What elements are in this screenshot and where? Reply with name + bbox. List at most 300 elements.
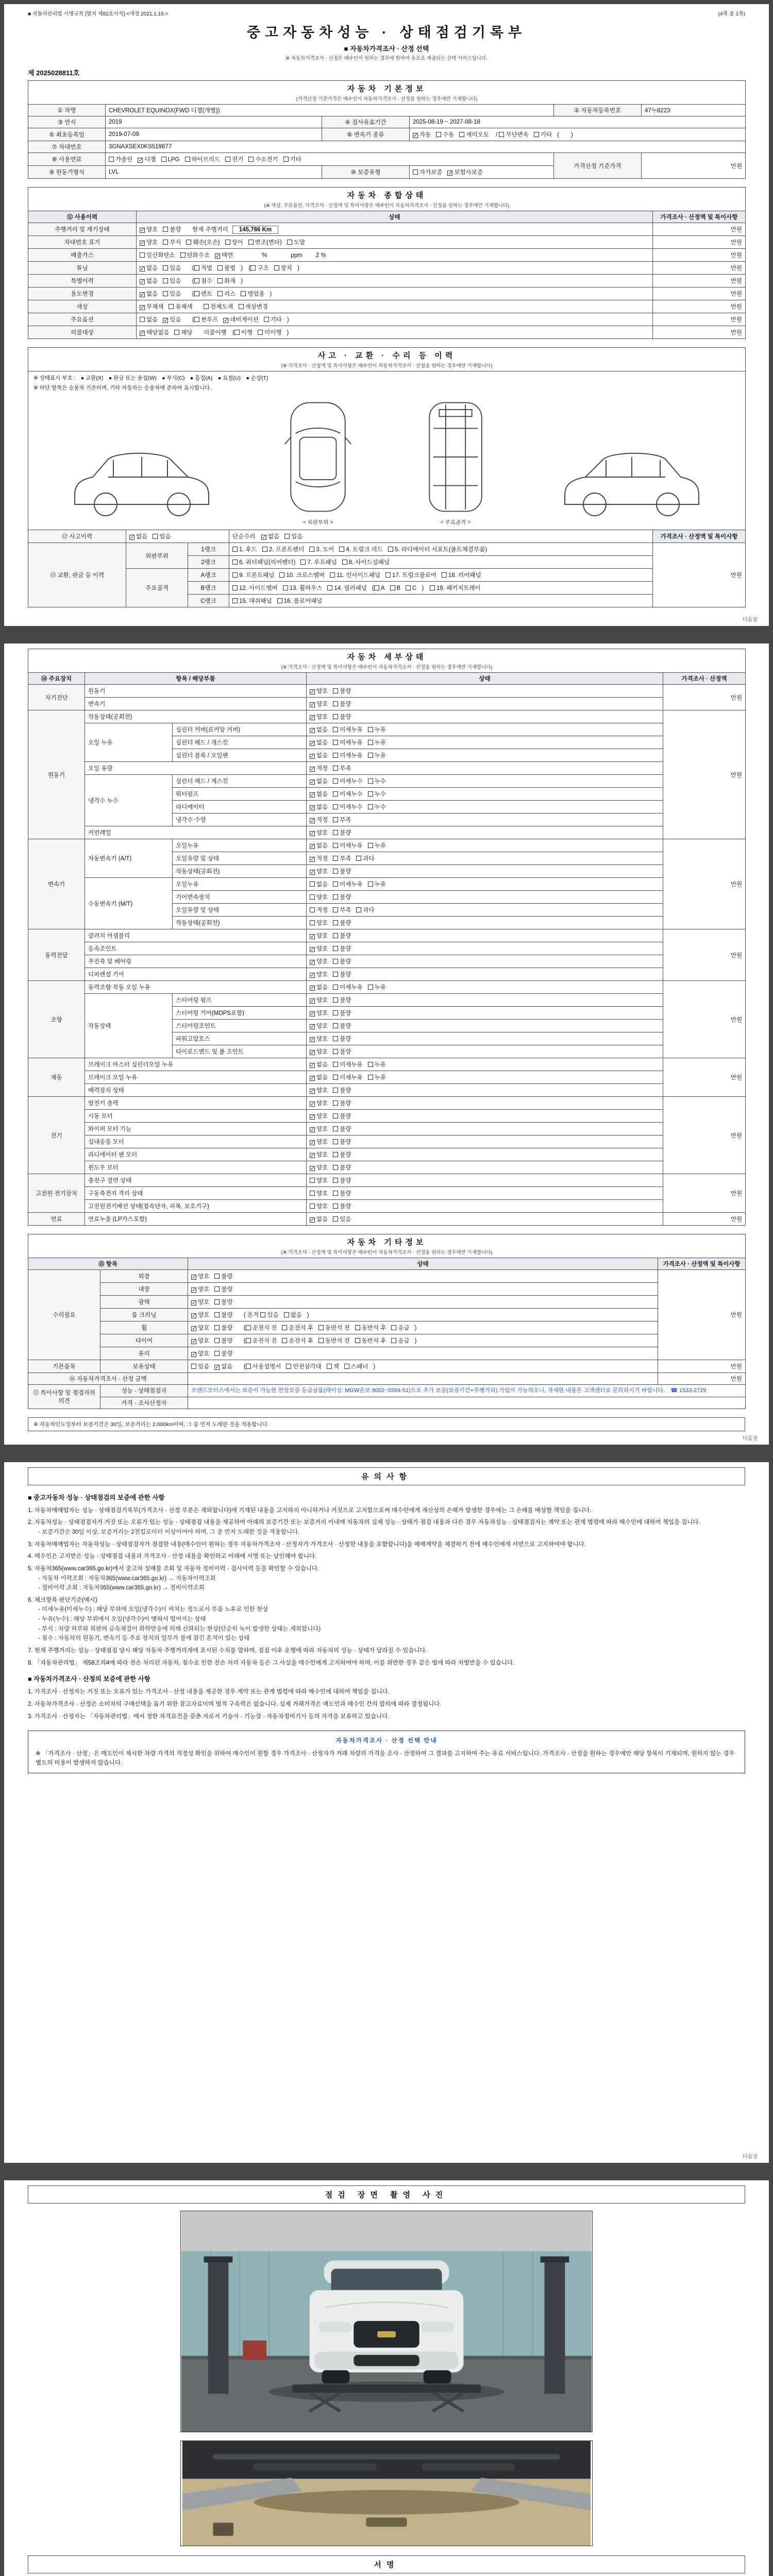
text: 2랭크: [201, 560, 216, 566]
checkbox-icon: [194, 278, 199, 283]
diagram-underbody-group: [417, 398, 494, 526]
checkbox-unchecked: [248, 155, 278, 163]
checkbox-unchecked: [333, 1202, 351, 1210]
checkbox-checked: [310, 1163, 328, 1172]
checkbox-label: 기타: [540, 132, 552, 138]
checkbox-checked: [140, 302, 163, 311]
checkbox-label: 운전석 후: [289, 1325, 314, 1331]
form-cell: [28, 128, 106, 141]
notice-item: [28, 1712, 745, 1722]
checkbox-unchecked: [333, 751, 362, 759]
form-cell: [85, 1097, 307, 1110]
checkbox-icon: [214, 1325, 220, 1330]
form-cell: [85, 1071, 307, 1084]
form-cell: [173, 736, 307, 749]
text: ): [241, 278, 243, 284]
checkbox-icon: [368, 843, 373, 848]
checkbox-label: 있음: [170, 265, 181, 272]
form-cell: [173, 852, 307, 865]
text: 만원: [730, 278, 743, 284]
checkbox-label: 불량: [340, 1204, 351, 1210]
checkbox-label: 이행: [241, 330, 253, 336]
text: 용도변경: [71, 291, 94, 297]
checkbox-icon: [333, 1204, 338, 1209]
checkbox-checked: [310, 1138, 328, 1146]
checkbox-label: 미세누수: [340, 791, 363, 798]
checkbox-label: 없음: [316, 1062, 328, 1068]
checkbox-unchecked: [246, 1362, 281, 1370]
checkbox-checked: [310, 841, 328, 850]
first-registration-date: [106, 128, 322, 141]
form-cell: [28, 981, 85, 1058]
checkbox-icon: [368, 727, 373, 732]
form-cell: [28, 211, 137, 223]
checkbox-icon: [388, 547, 393, 552]
checkbox-label: 잭: [333, 1364, 339, 1370]
checkbox-unchecked: [390, 585, 401, 591]
checkbox-icon: [333, 1100, 338, 1106]
checkbox-unchecked: [214, 1349, 232, 1358]
checkbox-checked-icon: ✓: [224, 317, 229, 324]
form-cell: [307, 710, 663, 723]
checkbox-label: 불량: [221, 1312, 233, 1318]
text: ⑩ 보증유형: [350, 170, 381, 176]
text: 만원: [730, 330, 743, 336]
text: ): [373, 1364, 376, 1370]
text: ): [287, 317, 289, 323]
checkbox-checked-icon: ✓: [448, 170, 453, 176]
checkbox-icon: [333, 985, 338, 990]
checkbox-label: C: [412, 585, 417, 591]
checkbox-checked: [140, 277, 158, 285]
checkbox-label: 부족: [340, 817, 351, 823]
text: 타이어: [135, 1338, 153, 1344]
checkbox-checked: [310, 1125, 328, 1133]
checkbox-unchecked: [333, 803, 362, 811]
checkbox-icon: [333, 778, 338, 784]
form-cell: [28, 326, 137, 339]
checkbox-icon: [333, 804, 338, 809]
table-row: [28, 1097, 746, 1110]
table-row: [28, 1334, 746, 1347]
checkbox-icon: [333, 1010, 338, 1015]
form-cell: [554, 153, 642, 179]
table-row: [28, 1071, 746, 1084]
table-row: [28, 762, 746, 775]
checkbox-icon: [250, 265, 256, 270]
checkbox-unchecked: [217, 264, 236, 272]
text: 오일유량 및 상태: [176, 907, 220, 913]
form-cell: [85, 1110, 307, 1123]
checkbox-icon: [163, 291, 168, 296]
form-cell: [173, 917, 307, 929]
form-cell: [653, 326, 746, 339]
form-cell: [307, 673, 663, 685]
checkbox-checked: [310, 1060, 328, 1069]
form-cell: [188, 1296, 658, 1309]
signature-title: 서명: [28, 2555, 745, 2573]
checkbox-icon: [310, 894, 315, 900]
form-cell: [28, 673, 85, 685]
checkbox-label: 없음: [316, 778, 328, 785]
checkbox-label: 불량: [340, 1049, 351, 1055]
form-cell: [28, 1258, 188, 1270]
checkbox-icon: [333, 882, 338, 887]
form-cell: [28, 105, 106, 116]
text: 색상: [76, 304, 88, 310]
text: 만원: [730, 265, 743, 272]
table-row: [28, 673, 746, 685]
checkbox-icon: [390, 585, 395, 590]
text: 배력장치 상태: [88, 1088, 124, 1094]
form-cell: [653, 300, 746, 313]
checkbox-label: 불량: [340, 1023, 351, 1029]
checkbox-checked-icon: ✓: [310, 959, 315, 965]
text: 스티어링 펌프: [176, 997, 212, 1004]
checkbox-icon: [333, 1113, 338, 1118]
checkbox-label: 수소전기: [255, 157, 278, 163]
checkbox-label: 기타: [290, 157, 301, 163]
checkbox-label: 수동: [443, 132, 455, 138]
checkbox-checked: [310, 854, 328, 862]
checkbox-icon: [309, 547, 314, 552]
table-row: [28, 128, 746, 141]
checkbox-unchecked: [284, 1311, 302, 1319]
text: 만원: [730, 291, 743, 297]
checkbox-icon: [286, 1364, 291, 1369]
checkbox-label: 세미오토: [466, 132, 489, 138]
table-row: [28, 1200, 746, 1213]
checkbox-unchecked: [355, 1324, 386, 1332]
page-3: [4, 1462, 769, 2163]
section-title-etc: [28, 1234, 746, 1258]
notice-item: [28, 1540, 745, 1550]
checkbox-icon: [214, 1351, 220, 1356]
text: ② 자동차등록번호: [574, 108, 621, 114]
text: ): [307, 1312, 309, 1318]
car-diagrams: [31, 393, 742, 528]
form-cell: [307, 929, 663, 942]
form-cell: [137, 326, 653, 339]
checkbox-icon: [391, 1338, 396, 1343]
text: 주요골격: [145, 585, 169, 591]
checkbox-unchecked: [163, 238, 181, 246]
checkbox-icon: [310, 1204, 315, 1209]
checkbox-label: 불량: [340, 1178, 351, 1184]
notice-text: 2. 자동차성능 · 상태점검자가 거짓 또는 오류가 있는 성능 · 상태점검 내용을 제공하여 아래의 보증기간 또는 보증거리 이내에 자동차의 실제 성능 · 상태가 점검 내용과 다른 경우 자동차성능 · 상태점검자는 계약 또는 관계 법령에 따라 매수인에 대하여 책임을 집니다.: [28, 1519, 700, 1526]
checkbox-icon: [333, 920, 338, 925]
checkbox-label: 훼손(오손): [193, 240, 220, 246]
checkbox-unchecked: [310, 1176, 328, 1184]
text: 항목 / 해당부품: [176, 676, 215, 682]
form-cell: [307, 1187, 663, 1200]
checkbox-checked-icon: ✓: [310, 702, 315, 708]
checkbox-label: 있음: [267, 1312, 279, 1318]
checkbox-label: 양호: [316, 1165, 328, 1171]
checkbox-unchecked: [333, 725, 362, 734]
text: 동력전달: [45, 952, 68, 959]
guarantee-note: ※ 자동차인도일부터 보증기간은 30일, 보증거리는 2,000km이며, 그 중 먼저 도래한 것을 적용합니다.: [28, 1417, 745, 1431]
checkbox-icon: [368, 791, 373, 796]
text: 원동기: [88, 688, 106, 694]
checkbox-label: 불량: [340, 920, 351, 926]
table-row: [28, 826, 746, 839]
checkbox-label: 해당: [181, 330, 193, 336]
checkbox-label: 1. 후드: [239, 547, 258, 553]
inspection-validity: [410, 116, 746, 128]
form-cell: [229, 556, 653, 569]
checkbox-icon: [333, 753, 338, 758]
form-cell: [663, 673, 746, 685]
checkbox-icon: [333, 1036, 338, 1041]
checkbox-label: 미이행: [264, 330, 282, 336]
notice-body: [28, 1493, 745, 1722]
checkbox-checked-icon: ✓: [192, 1351, 197, 1358]
checkbox-icon: [368, 1075, 373, 1080]
table-row: [28, 1187, 746, 1200]
section-note-text: (가격산정 기준가격은 매수인이 자동차가격조사 · 산정을 원하는 경우에만 기재합니다): [296, 96, 478, 102]
checkbox-label: 불량: [340, 1165, 351, 1171]
checkbox-icon: [279, 572, 284, 578]
notice-subtext: - 미세누유(미세누수) : 해당 부위에 오일(냉각수)이 비치는 정도로서 부품 노후로 인한 현상: [38, 1606, 268, 1613]
checkbox-label: 불량: [170, 227, 181, 233]
checkbox-checked-icon: ✓: [140, 279, 145, 285]
checkbox-label: 미세누수: [340, 804, 363, 810]
document-number: 제 2025028811호: [28, 69, 80, 77]
text: 만원: [730, 1376, 743, 1382]
section-note-text: (※ 가격조사 · 산정액 및 특이사항은 매수인이 자동차가격조사 · 산정을 원하는 경우에만 기재합니다): [281, 1250, 493, 1256]
checkbox-icon: [310, 1178, 315, 1183]
checkbox-unchecked: [333, 777, 362, 785]
checkbox-unchecked: [258, 328, 281, 336]
checkbox-unchecked: [368, 841, 386, 850]
checkbox-icon: [264, 317, 269, 322]
text: (: [186, 265, 194, 272]
checkbox-label: 없음: [316, 985, 328, 991]
form-cell: [85, 723, 173, 762]
checkbox-checked: [191, 1298, 209, 1306]
text: 만원: [730, 1016, 743, 1023]
form-cell: [173, 1032, 307, 1045]
model-year: [106, 116, 322, 128]
text: 광택: [138, 1299, 150, 1306]
checkbox-label: 가솔린: [115, 157, 133, 163]
checkbox-unchecked: [333, 1112, 351, 1120]
form-cell: [188, 1397, 746, 1409]
inspection-photo-underbody: [180, 2441, 593, 2546]
form-cell: [28, 1097, 85, 1174]
checkbox-checked: [310, 1215, 328, 1223]
checkbox-checked: [310, 1112, 328, 1120]
checkbox-label: 양호: [316, 830, 328, 836]
checkbox-icon: [310, 882, 315, 887]
form-cell: [100, 1321, 188, 1334]
text: 변속기: [88, 701, 106, 707]
checkbox-label: 불량: [340, 701, 351, 707]
form-cell: [322, 116, 410, 128]
form-cell: [28, 1360, 100, 1373]
checkbox-checked-icon: ✓: [310, 869, 315, 875]
checkbox-label: 전체도색: [210, 304, 233, 310]
checkbox-unchecked: [214, 1336, 232, 1345]
checkbox-label: 미세누유: [340, 1062, 363, 1068]
inspection-photo-front: [180, 2211, 593, 2432]
text: 주행거리 및 계기상태: [55, 227, 110, 233]
checkbox-label: 도말: [293, 240, 306, 246]
form-cell: [28, 1270, 100, 1360]
checkbox-checked: [310, 931, 328, 940]
checkbox-label: 양호: [316, 933, 328, 939]
form-cell: [653, 543, 746, 607]
text: 디퍼렌셜 기어: [88, 972, 124, 978]
text: 등속조인트: [88, 946, 117, 952]
checkbox-checked: [447, 168, 483, 176]
checkbox-icon: [333, 1165, 338, 1170]
text: 윈도우 모터: [88, 1165, 119, 1171]
text: ): [287, 330, 289, 336]
checkbox-unchecked: [368, 738, 386, 747]
text: 만원: [730, 1075, 743, 1081]
notice-item: [28, 1700, 745, 1709]
notice-text: 5. 자동차365(www.car365.go.kr)에서 중고차 실매물 조회 및 자동차 정비이력 · 검사이력 등을 확인할 수 있습니다.: [28, 1565, 320, 1572]
form-cell: [554, 105, 642, 116]
diagram-caption-body: < 외판부위 >: [303, 519, 333, 526]
checkbox-checked-icon: ✓: [192, 1300, 197, 1306]
text: 만원: [730, 227, 743, 233]
form-cell: [663, 1174, 746, 1213]
form-cell: [85, 762, 307, 775]
checkbox-checked: [310, 970, 328, 978]
checkbox-checked: [310, 996, 328, 1004]
text: ( ): [557, 132, 573, 138]
checkbox-checked-icon: ✓: [310, 792, 315, 798]
car-diagram-rear-right: [554, 428, 709, 526]
checkbox-unchecked: [333, 1022, 351, 1030]
text: 실린더 헤드 / 개스킷: [176, 778, 228, 785]
checkbox-label: 3. 도어: [316, 547, 334, 553]
checkbox-unchecked: [368, 725, 386, 734]
form-cell: [653, 275, 746, 287]
checkbox-checked-icon: ✓: [310, 1101, 315, 1107]
form-cell: [85, 1174, 307, 1187]
table-row: [28, 878, 746, 891]
checkbox-icon: [330, 572, 335, 578]
form-cell: [100, 1334, 188, 1347]
section-title-basic: [28, 81, 746, 105]
checkbox-unchecked: [274, 264, 292, 272]
checkbox-checked: [310, 790, 328, 798]
form-header-line: [28, 9, 745, 17]
table-row: [28, 1321, 746, 1334]
form-cell: [173, 839, 307, 852]
checkbox-checked: [163, 315, 181, 324]
checkbox-label: 누유: [374, 1075, 386, 1081]
checkbox-label: 없음: [146, 265, 158, 272]
table-row: [28, 1213, 746, 1226]
checkbox-unchecked: [368, 1073, 386, 1081]
next-page-marker: 다음장: [743, 2154, 758, 2160]
checkbox-checked: [310, 983, 328, 991]
checkbox-unchecked: [333, 1163, 351, 1172]
text: 실내송풍 모터: [88, 1139, 124, 1145]
checkbox-icon: [318, 1325, 324, 1330]
checkbox-label: 불량: [340, 1139, 351, 1145]
form-cell: [307, 904, 663, 917]
text: ⑤ 최초등록일: [48, 132, 85, 138]
checkbox-checked: [310, 957, 328, 965]
checkbox-label: 없음: [290, 1312, 302, 1318]
form-cell: [307, 826, 663, 839]
checkbox-unchecked: [339, 545, 383, 553]
text: 자기진단: [45, 694, 68, 701]
text: (: [238, 1338, 246, 1344]
form-cell: [85, 1187, 307, 1200]
checkbox-icon: [225, 157, 230, 162]
form-cell: [229, 595, 653, 607]
accident-history-table: [28, 347, 746, 607]
checkbox-checked-icon: ✓: [310, 1062, 315, 1069]
checkbox-label: 불량: [340, 688, 351, 694]
vin: [106, 141, 746, 153]
form-cell: [28, 153, 106, 166]
checkbox-icon: [333, 1178, 338, 1183]
checkbox-unchecked: [333, 816, 351, 824]
form-cell: [307, 801, 663, 814]
checkbox-unchecked: [333, 957, 351, 965]
checkbox-label: 불량: [221, 1325, 233, 1331]
form-cell: [653, 223, 746, 236]
checkbox-label: 양호: [316, 959, 328, 965]
checkbox-icon: [214, 1274, 220, 1279]
checkbox-icon: [368, 882, 373, 887]
checkbox-unchecked: [300, 558, 337, 566]
text: 2019: [109, 119, 122, 125]
checkbox-icon: [153, 534, 158, 539]
form-cell: [188, 595, 229, 607]
checkbox-icon: [217, 291, 223, 296]
checkbox-unchecked: [385, 571, 436, 579]
checkbox-checked-icon: ✓: [310, 1049, 315, 1056]
checkbox-icon: [282, 1325, 287, 1330]
text: 실린더 헤드 / 개스킷: [176, 740, 228, 746]
table-row: [28, 262, 746, 275]
form-cell: [28, 116, 106, 128]
checkbox-icon: [333, 933, 338, 938]
form-cell: [173, 749, 307, 762]
text: 작동상태(공회전): [176, 920, 220, 926]
checkbox-unchecked: [194, 315, 218, 324]
table-row: [28, 1347, 746, 1360]
table-row: [28, 326, 746, 339]
checkbox-label: 네비게이션: [230, 317, 259, 323]
section-title-detail: [28, 649, 746, 673]
table-row: [28, 313, 746, 326]
text: ): [414, 1325, 417, 1331]
checkbox-icon: [406, 585, 411, 590]
form-cell: [28, 1058, 85, 1097]
checkbox-icon: [214, 1338, 220, 1343]
checkbox-icon: [241, 291, 246, 296]
checkbox-label: 19. 패키지트레이: [436, 585, 481, 591]
checkbox-checked-icon: ✓: [140, 292, 145, 298]
form-cell: [85, 942, 307, 955]
form-cell: [85, 1123, 307, 1136]
checkbox-unchecked: [214, 1272, 232, 1280]
checkbox-unchecked: [194, 290, 212, 298]
table-row: [28, 981, 746, 994]
checkbox-icon: [333, 1126, 338, 1131]
form-cell: [28, 1373, 188, 1385]
